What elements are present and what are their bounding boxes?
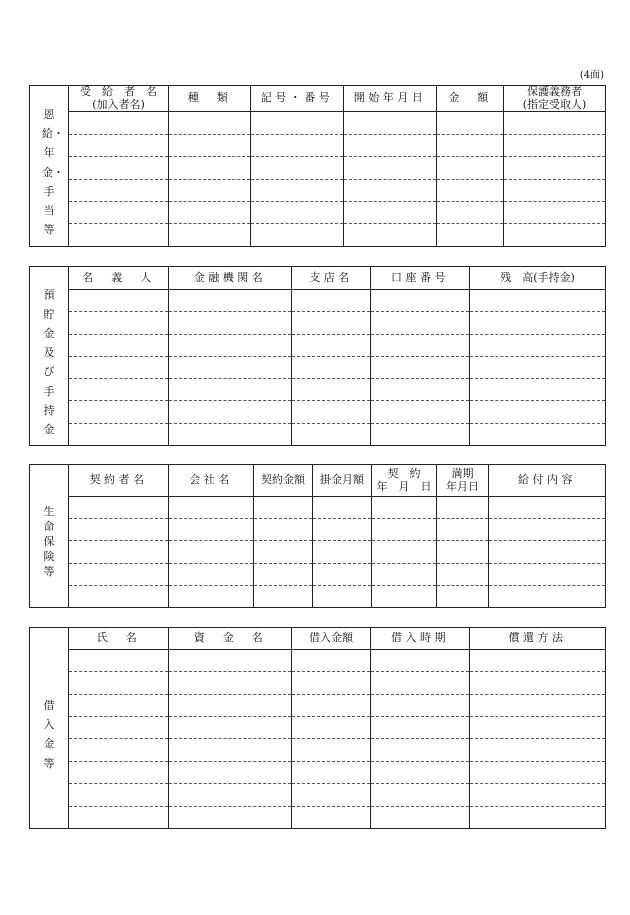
loans-table: [29, 627, 606, 829]
pension-allowance-table: [29, 85, 606, 247]
header-contractor-name: 契約者名: [69, 465, 169, 497]
page-number-label: (4面): [579, 70, 604, 81]
table-row: [30, 541, 606, 563]
table-row: [30, 157, 606, 179]
pension-side-label: 恩給・年金・手当等: [42, 107, 64, 237]
header-branch-name: 支店名: [292, 267, 371, 290]
header-fund-name: 資 金 名: [169, 628, 292, 650]
table-row: [30, 717, 606, 739]
insurance-side-label-cell: [30, 465, 69, 608]
header-contract-amount: 契約金額: [254, 465, 313, 497]
loans-side-label: 借入金等: [43, 698, 55, 770]
table-row: [30, 694, 606, 716]
table-row: [30, 401, 606, 423]
table-row: [30, 739, 606, 761]
header-borrower-name: 氏 名: [69, 628, 169, 650]
table-row: [30, 290, 606, 312]
header-loan-date: 借入時期: [371, 628, 470, 650]
header-repayment-method: 償還方法: [470, 628, 606, 650]
table-row: [30, 224, 606, 247]
life-insurance-table: [29, 464, 606, 608]
table-row: [30, 202, 606, 224]
insurance-side-label: 生命保険等: [43, 505, 55, 578]
header-maturity-date: 満期 年月日: [437, 465, 489, 497]
savings-side-label: 預貯金及び手持金: [43, 288, 55, 437]
table-row: [30, 179, 606, 201]
header-type: 種 類: [169, 86, 251, 112]
header-company-name: 会社名: [169, 465, 254, 497]
loans-side-label-cell: [30, 628, 69, 829]
header-guardian: 保護義務者 (指定受取人): [504, 86, 606, 112]
table-row: [30, 379, 606, 401]
header-account-holder: 名 義 人: [69, 267, 169, 290]
header-account-number: 口座番号: [371, 267, 470, 290]
table-row: [30, 784, 606, 806]
table-row: [30, 563, 606, 585]
table-row: [30, 423, 606, 445]
header-contract-date: 契 約 年 月 日: [372, 465, 437, 497]
header-amount: 金 額: [437, 86, 504, 112]
table-row: [30, 806, 606, 828]
header-code-number: 記号・番号: [251, 86, 344, 112]
table-row: [30, 585, 606, 607]
table-row: [30, 672, 606, 694]
header-balance: 残 高(手持金): [470, 267, 606, 290]
table-row: [30, 356, 606, 378]
table-row: [30, 134, 606, 156]
table-row: [30, 112, 606, 134]
table-row: [30, 334, 606, 356]
header-recipient-name: 受 給 者 名 (加入者名): [69, 86, 169, 112]
table-row: [30, 761, 606, 783]
table-row: [30, 497, 606, 519]
table-row: [30, 312, 606, 334]
header-monthly-premium: 掛金月額: [313, 465, 372, 497]
table-row: [30, 650, 606, 672]
pension-side-label-cell: [30, 86, 69, 247]
header-loan-amount: 借入金額: [292, 628, 371, 650]
header-start-date: 開始年月日: [344, 86, 437, 112]
header-bank-name: 金融機関名: [169, 267, 292, 290]
header-benefit-details: 給付内容: [489, 465, 606, 497]
savings-side-label-cell: [30, 267, 69, 446]
table-row: [30, 519, 606, 541]
savings-cash-table: [29, 266, 606, 446]
